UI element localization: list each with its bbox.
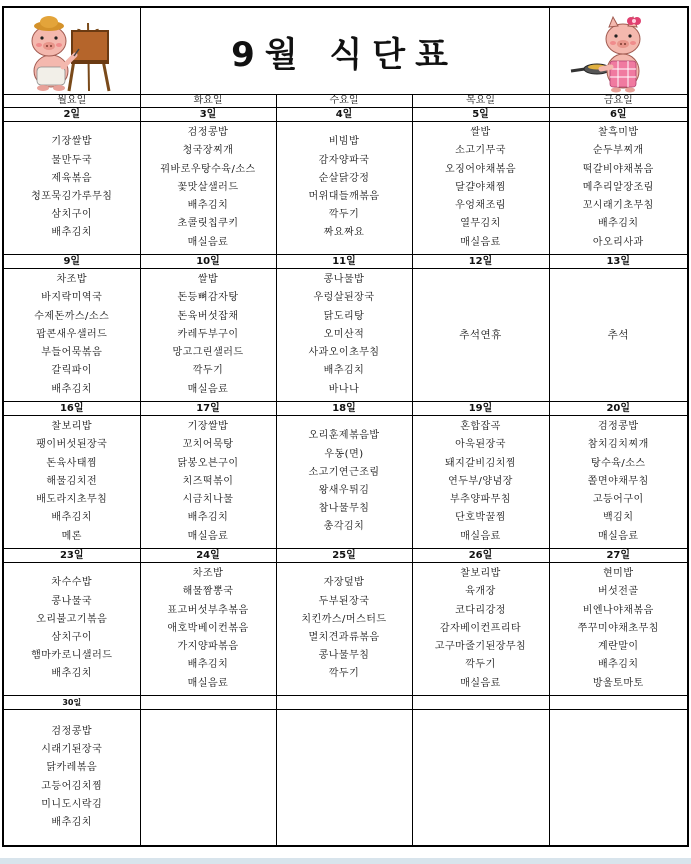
date-cell	[549, 696, 688, 710]
menu-item: 콩나물국	[51, 595, 93, 607]
empty-cell	[549, 710, 688, 847]
pig-painter-cell	[3, 7, 140, 95]
menu-item: 배추김치	[51, 383, 93, 395]
empty-cell	[412, 710, 549, 847]
menu-item: 우동(면)	[324, 448, 364, 460]
menu-item: 치즈떡볶이	[182, 475, 234, 487]
menu-item: 물만두국	[51, 154, 93, 166]
menu-item: 닭카레볶음	[46, 762, 98, 774]
menu-item: 배추김치	[187, 200, 229, 212]
empty-cell	[140, 710, 276, 847]
weekday-tue: 화요일	[140, 95, 276, 108]
date-cell: 17일	[140, 402, 276, 416]
menu-item: 소고기무국	[455, 145, 506, 157]
date-cell: 19일	[412, 402, 549, 416]
menu-item: 우엉채조림	[455, 200, 506, 212]
holiday-label: 추석연휴	[459, 328, 502, 341]
date-cell: 26일	[412, 549, 549, 563]
menu-item: 햄마카로니샐러드	[31, 650, 113, 662]
menu-item: 갈릭파이	[51, 365, 93, 377]
menu-item: 버섯전골	[597, 586, 639, 598]
menu-item: 현미밥	[603, 568, 634, 580]
menu-item: 배추김치	[51, 668, 93, 680]
menu-item: 고등어김치찜	[41, 780, 103, 792]
menu-item: 청포묵김가루무침	[31, 191, 113, 202]
weekday-wed: 수요일	[276, 95, 412, 108]
date-cell: 2일	[3, 108, 140, 122]
menu-item: 찰보리밥	[460, 568, 501, 580]
menu-item: 쫄면야채무침	[587, 475, 649, 487]
menu-item: 오리훈제볶음밥	[308, 430, 380, 442]
menu-item: 참치김치찌개	[587, 439, 649, 451]
menu-item: 검정콩밥	[51, 725, 93, 737]
menu-item: 총각김치	[323, 521, 365, 533]
date-cell	[3, 696, 140, 710]
menu-item: 쭈꾸미야채초무침	[577, 622, 659, 634]
menu-item: 닭봉오븐구이	[177, 457, 239, 469]
menu-item: 꼬치어묵탕	[182, 439, 234, 451]
menu-item: 오징어야채볶음	[444, 163, 517, 175]
menu-item: 탕수육/소스	[590, 457, 646, 469]
date-row	[3, 402, 688, 416]
menu-item: 코다리강정	[455, 604, 506, 616]
menu-item: 배추김치	[597, 659, 639, 671]
menu-item: 배추김치	[51, 512, 93, 524]
menu-item: 육개장	[465, 586, 496, 598]
weekday-fri: 금요일	[549, 95, 688, 108]
menu-row	[3, 122, 688, 255]
menu-item: 바지락미역국	[41, 292, 103, 304]
menu-item: 백김치	[603, 512, 634, 524]
menu-cell	[141, 122, 276, 254]
date-cell: 3일	[140, 108, 276, 122]
menu-item: 비엔나야채볶음	[582, 604, 654, 616]
date-cell	[140, 696, 276, 710]
menu-cell	[550, 563, 688, 695]
date-cell	[412, 696, 549, 710]
menu-cell	[413, 416, 549, 548]
menu-item: 매실음료	[460, 530, 501, 542]
holiday-label: 추석	[607, 328, 629, 341]
menu-item: 차수수밥	[51, 577, 93, 589]
menu-item: 찰보리밥	[51, 421, 93, 433]
menu-item: 매실음료	[187, 236, 229, 248]
menu-item: 두부된장국	[318, 595, 370, 607]
menu-item: 배추김치	[51, 227, 93, 239]
menu-item: 수제돈까스/소스	[34, 310, 110, 322]
menu-item: 짜요짜요	[323, 227, 365, 239]
date-cell: 9일	[3, 255, 140, 269]
menu-item: 배추김치	[51, 816, 93, 828]
holiday-cell	[550, 269, 688, 401]
date-cell	[276, 696, 412, 710]
menu-item: 돈육사태찜	[46, 457, 98, 469]
menu-row	[3, 416, 688, 549]
menu-item: 열무김치	[460, 218, 501, 230]
menu-item: 기장쌀밥	[187, 421, 229, 433]
date-cell: 23일	[3, 549, 140, 563]
menu-item: 왕새우튀김	[318, 485, 370, 496]
weekday-row	[3, 95, 688, 108]
menu-item: 계란말이	[597, 641, 639, 653]
menu-item: 매실음료	[187, 677, 229, 689]
menu-item: 청국장찌개	[182, 145, 234, 157]
menu-item: 꼬시래기초무침	[582, 200, 654, 212]
menu-row	[3, 563, 688, 696]
menu-item: 방울토마토	[592, 677, 644, 689]
menu-cell	[550, 416, 688, 548]
empty-cell	[276, 710, 412, 847]
menu-item: 초콜릿칩쿠키	[177, 218, 239, 230]
menu-cell	[550, 122, 688, 254]
menu-item: 애호박베이컨볶음	[167, 622, 249, 634]
menu-item: 부들어묵볶음	[41, 347, 103, 359]
date-cell: 27일	[549, 549, 688, 563]
menu-cell	[277, 122, 412, 254]
menu-row	[3, 269, 688, 402]
menu-item: 고등어구이	[592, 494, 644, 506]
menu-item: 망고그린샐러드	[172, 347, 244, 359]
menu-item: 해물짬뽕국	[182, 586, 234, 598]
menu-item: 단호박꿀찜	[455, 512, 506, 524]
menu-item: 머위대들깨볶음	[308, 191, 380, 202]
date-cell: 12일	[412, 255, 549, 269]
menu-cell	[413, 563, 549, 695]
menu-item: 가지양파볶음	[177, 641, 239, 653]
menu-item: 자장덮밥	[323, 577, 365, 589]
menu-item: 미니도시락김	[41, 798, 103, 810]
menu-item: 닭도리탕	[323, 310, 365, 322]
menu-item: 배추김치	[187, 659, 229, 671]
menu-item: 기장쌀밥	[51, 136, 93, 148]
date-cell: 5일	[412, 108, 549, 122]
menu-item: 꿔바로우탕수육/소스	[160, 163, 256, 175]
menu-item: 오미산적	[323, 328, 365, 340]
menu-item: 부추양파무침	[450, 494, 511, 506]
menu-item: 깍두기	[328, 209, 360, 221]
weekday-thu: 목요일	[412, 95, 549, 108]
menu-item: 찰흑미밥	[597, 127, 639, 139]
menu-cell	[4, 563, 140, 695]
date-cell: 13일	[549, 255, 688, 269]
menu-item: 매실음료	[597, 530, 639, 542]
menu-item: 검정콩밥	[597, 421, 639, 433]
menu-cell	[141, 416, 276, 548]
menu-item: 바나나	[328, 383, 360, 395]
pig-chef-cell	[549, 7, 688, 95]
menu-item: 매실음료	[187, 530, 229, 542]
menu-item: 순두부찌개	[592, 145, 644, 157]
menu-item: 돈등뼈감자탕	[177, 292, 239, 304]
date-label: 30일	[62, 698, 82, 707]
menu-item: 깍두기	[328, 668, 360, 680]
header-row	[3, 7, 688, 95]
menu-item: 메론	[61, 530, 82, 542]
menu-item: 콩나물무침	[318, 650, 370, 662]
menu-item: 배추김치	[187, 512, 229, 524]
menu-cell	[413, 122, 549, 254]
menu-item: 제육볶음	[51, 172, 93, 184]
menu-item: 쌀밥	[470, 127, 491, 139]
date-cell: 11일	[276, 255, 412, 269]
menu-item: 사과오이초무침	[308, 347, 380, 359]
date-row	[3, 696, 688, 710]
pig-chef-icon	[563, 9, 673, 93]
menu-item: 콩나물밥	[323, 274, 365, 286]
menu-item: 달걀야채찜	[455, 181, 506, 193]
menu-item: 순살닭강정	[318, 172, 370, 184]
menu-item: 팝콘새우샐러드	[36, 328, 108, 340]
menu-cell	[4, 710, 140, 845]
menu-item: 카레두부구이	[177, 328, 239, 340]
date-cell: 24일	[140, 549, 276, 563]
menu-item: 삼치구이	[51, 632, 93, 643]
title-cell	[140, 7, 549, 95]
menu-item: 오리불고기볶음	[36, 613, 108, 625]
menu-item: 혼합잡곡	[460, 421, 501, 433]
date-cell: 4일	[276, 108, 412, 122]
weekday-mon: 월요일	[3, 95, 140, 108]
menu-item: 쌀밥	[197, 274, 219, 286]
menu-item: 돼지갈비김치찜	[444, 457, 517, 469]
menu-item: 차조밥	[56, 274, 87, 286]
menu-item: 표고버섯부추볶음	[167, 604, 249, 616]
menu-item: 해물김치전	[46, 475, 98, 487]
menu-item: 검정콩밥	[187, 127, 229, 139]
menu-item: 배추김치	[323, 365, 365, 377]
bottom-scroll-area	[0, 858, 691, 864]
menu-item: 배도라지초무침	[36, 494, 108, 506]
date-cell: 18일	[276, 402, 412, 416]
menu-item: 우렁살된장국	[313, 292, 375, 304]
menu-cell	[141, 269, 276, 401]
menu-item: 연두부/양념장	[448, 475, 513, 487]
menu-item: 배추김치	[597, 218, 639, 230]
menu-cell	[277, 416, 412, 548]
menu-item: 참나물무침	[318, 503, 370, 515]
menu-item: 삼치구이	[51, 209, 93, 221]
date-row	[3, 549, 688, 563]
menu-item: 깍두기	[465, 659, 496, 671]
menu-item: 매실음료	[460, 677, 501, 689]
menu-item: 시금치나물	[182, 494, 234, 506]
menu-item: 아욱된장국	[455, 439, 506, 451]
menu-cell	[277, 269, 412, 401]
menu-cell	[141, 563, 276, 695]
menu-item: 시래기된장국	[41, 744, 103, 756]
menu-item: 멸치견과류볶음	[308, 632, 380, 643]
page-title: 9월 식단표	[231, 34, 458, 75]
menu-item: 메추리알장조림	[582, 181, 654, 193]
menu-cell	[277, 563, 412, 695]
menu-cell	[4, 122, 140, 254]
pig-painter-icon	[17, 9, 127, 93]
menu-cell	[4, 416, 140, 548]
menu-item: 고구마줄기된장무침	[434, 641, 527, 653]
date-row	[3, 255, 688, 269]
menu-item: 떡갈비야채볶음	[582, 163, 654, 175]
date-cell: 10일	[140, 255, 276, 269]
menu-item: 감자베이컨프리타	[439, 622, 522, 634]
menu-item: 팽이버섯된장국	[36, 439, 108, 451]
menu-table	[2, 6, 689, 847]
menu-item: 돈육버섯잡채	[177, 310, 239, 322]
menu-item: 비빔밥	[328, 136, 360, 148]
menu-row	[3, 710, 688, 847]
holiday-cell	[413, 269, 549, 401]
date-cell: 6일	[549, 108, 688, 122]
date-cell: 25일	[276, 549, 412, 563]
menu-item: 깍두기	[192, 365, 224, 377]
date-cell: 20일	[549, 402, 688, 416]
date-row	[3, 108, 688, 122]
menu-item: 꽃맛살샐러드	[177, 181, 239, 193]
menu-item: 차조밥	[192, 568, 224, 580]
menu-cell	[4, 269, 140, 401]
menu-item: 치킨까스/머스터드	[301, 613, 387, 625]
menu-item: 아오리사과	[592, 236, 644, 248]
menu-item: 소고기연근조림	[308, 466, 380, 478]
date-cell: 16일	[3, 402, 140, 416]
menu-item: 감자양파국	[318, 154, 370, 166]
menu-item: 매실음료	[187, 383, 229, 395]
menu-item: 매실음료	[460, 236, 501, 248]
